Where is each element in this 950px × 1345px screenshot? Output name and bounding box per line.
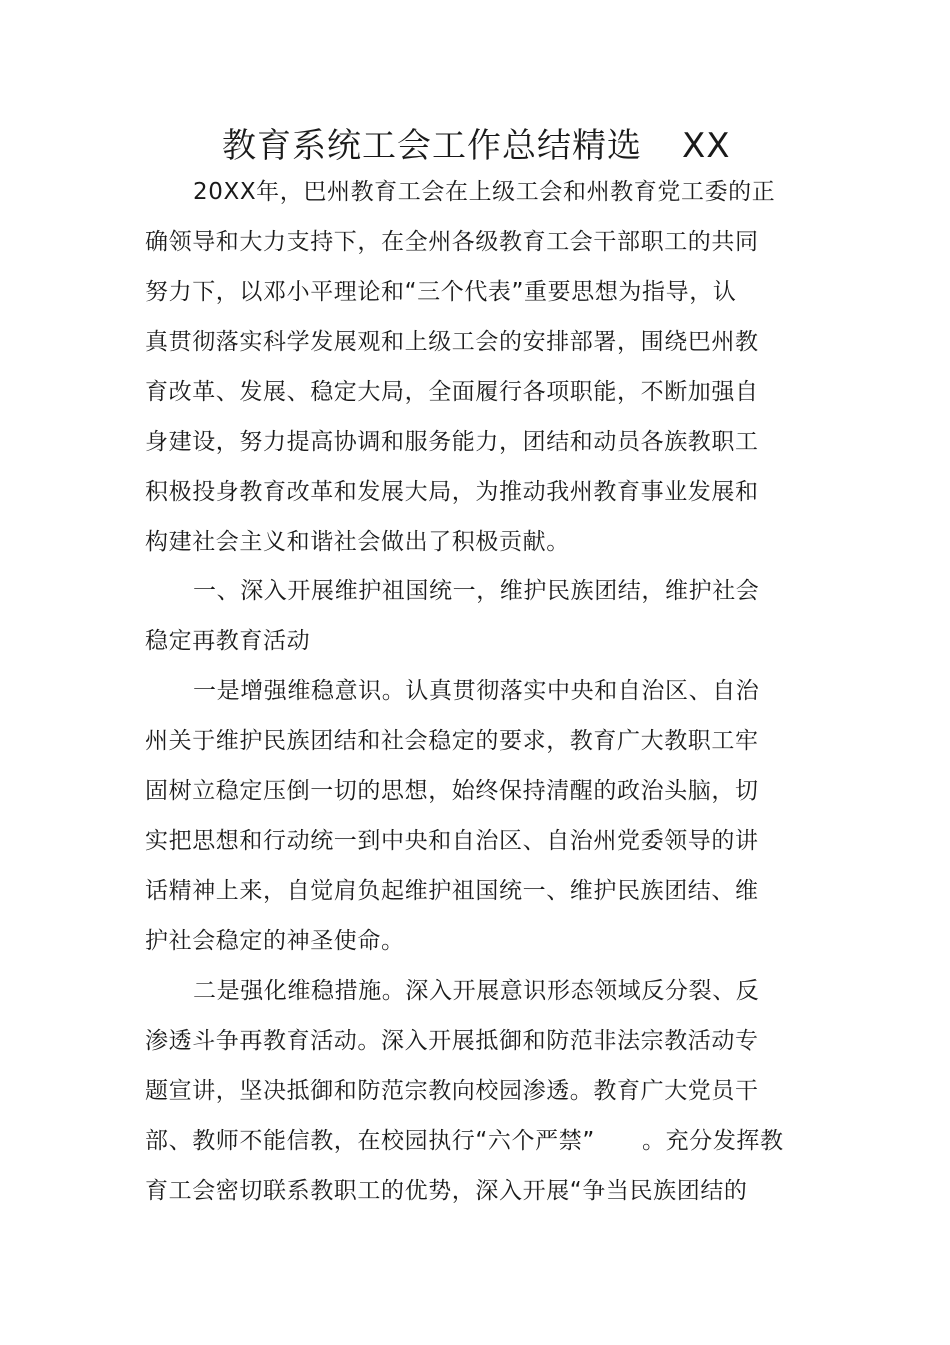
title-suffix: XX (682, 126, 731, 166)
body-line: 身建设，努力提高协调和服务能力，团结和动员各族教职工 (145, 429, 759, 455)
body-line: 护社会稳定的神圣使命。 (145, 928, 405, 954)
body-line: 部、教师不能信教，在校园执行“六个严禁” 。充分发挥教 (145, 1128, 784, 1154)
body-line: 实把思想和行动统一到中央和自治区、自治州党委领导的讲 (145, 828, 759, 854)
section-heading-line: 稳定再教育活动 (145, 628, 311, 654)
document-title (222, 122, 731, 170)
body-line: 固树立稳定压倒一切的思想，始终保持清醒的政治头脑，切 (145, 778, 759, 804)
body-line: 渗透斗争再教育活动。深入开展抵御和防范非法宗教活动专 (145, 1028, 759, 1054)
body-line: 育改革、发展、稳定大局，全面履行各项职能，不断加强自 (145, 379, 759, 405)
body-line: 话精神上来，自觉肩负起维护祖国统一、维护民族团结、维 (145, 878, 759, 904)
title-text: 教育系统工会工作总结精选 (222, 126, 642, 166)
body-line: 20XX年，巴州教育工会在上级工会和州教育党工委的正 (193, 179, 776, 205)
body-line: 州关于维护民族团结和社会稳定的要求，教育广大教职工牢 (145, 728, 759, 754)
body-line: 真贯彻落实科学发展观和上级工会的安排部署，围绕巴州教 (145, 329, 759, 355)
body-line: 二是强化维稳措施。深入开展意识形态领域反分裂、反 (193, 978, 760, 1004)
body-line: 一是增强维稳意识。认真贯彻落实中央和自治区、自治 (193, 678, 760, 704)
body-line: 题宣讲，坚决抵御和防范宗教向校园渗透。教育广大党员干 (145, 1078, 759, 1104)
body-line: 育工会密切联系教职工的优势，深入开展“争当民族团结的 (145, 1178, 748, 1204)
body-line: 构建社会主义和谐社会做出了积极贡献。 (145, 529, 570, 555)
body-line: 确领导和大力支持下，在全州各级教育工会干部职工的共同 (145, 229, 759, 255)
body-line: 积极投身教育改革和发展大局，为推动我州教育事业发展和 (145, 479, 759, 505)
body-line: 努力下，以邓小平理论和“三个代表”重要思想为指导，认 (145, 279, 737, 305)
section-heading-line: 一、深入开展维护祖国统一，维护民族团结，维护社会 (193, 578, 760, 604)
